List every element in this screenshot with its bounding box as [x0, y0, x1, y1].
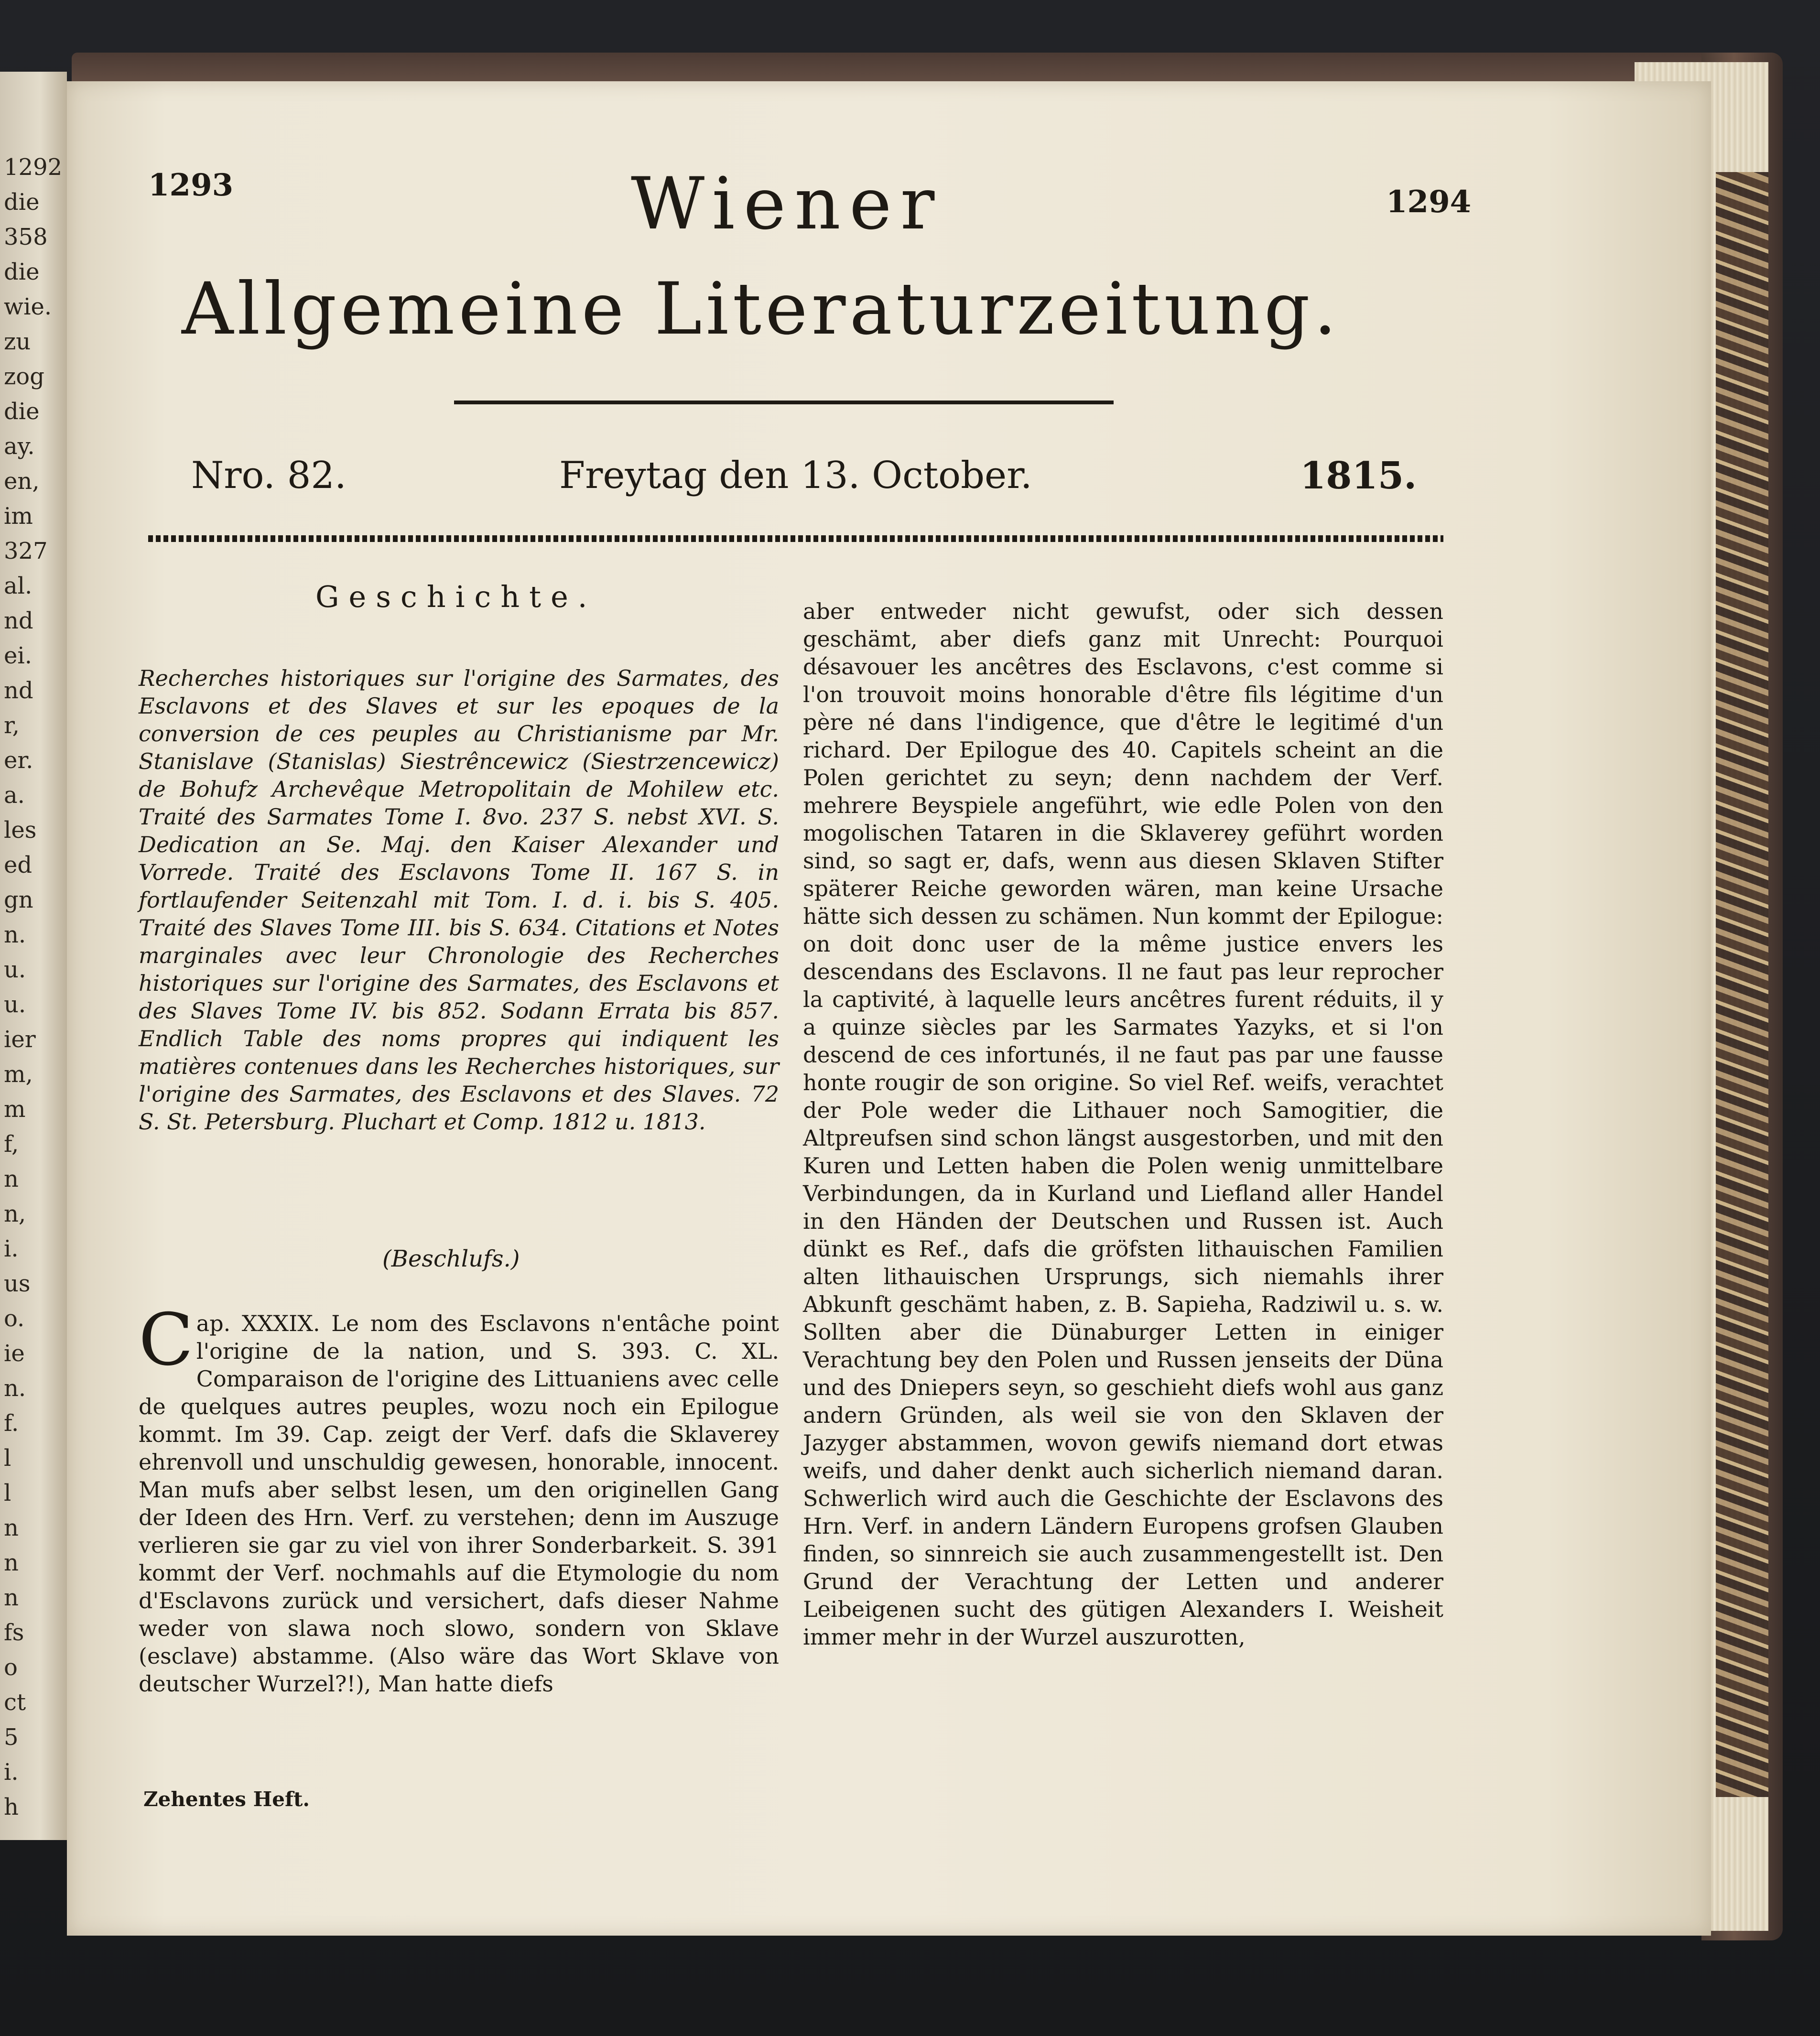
- left-page-fragment-text: n: [4, 1515, 19, 1541]
- left-page-fragment-text: zog: [4, 363, 44, 390]
- drop-cap: C: [139, 1299, 194, 1382]
- left-page-fragment-text: ed: [4, 852, 32, 878]
- wavy-rule: [148, 535, 1443, 542]
- left-page-fragment-text: die: [4, 189, 40, 216]
- left-page-fragment-text: l: [4, 1480, 11, 1506]
- left-page-fragment-text: n,: [4, 1201, 26, 1227]
- left-page-fragment-text: zu: [4, 328, 31, 355]
- left-page-fragment-text: n: [4, 1584, 19, 1611]
- left-page-fragment-text: fs: [4, 1619, 24, 1646]
- left-page-fragment-text: die: [4, 259, 40, 285]
- left-page-fragment-text: n: [4, 1549, 19, 1576]
- left-page-fragment-text: 5: [4, 1724, 19, 1751]
- left-page-fragment-text: al.: [4, 573, 32, 599]
- left-page-fragment-text: i.: [4, 1759, 19, 1786]
- left-page-fragment-text: en,: [4, 468, 40, 495]
- masthead-line2: Allgemeine Literaturzeitung.: [182, 268, 1341, 351]
- left-page-fragment-text: ie: [4, 1340, 25, 1367]
- left-page-fragment-text: l: [4, 1445, 11, 1472]
- left-page-fragment-text: h: [4, 1794, 19, 1820]
- left-page-fragment-text: 1292: [4, 154, 63, 181]
- page-number-right: 1294: [1386, 184, 1472, 220]
- marbled-edge: [1716, 172, 1768, 1797]
- left-page-fragment-text: nd: [4, 607, 33, 634]
- left-page-fragment-text: a.: [4, 782, 25, 809]
- left-page-fragment-text: m,: [4, 1061, 33, 1088]
- left-page-fragment-text: ct: [4, 1689, 26, 1716]
- left-page-fragment-text: wie.: [4, 293, 52, 320]
- body-left-text: ap. XXXIX. Le nom des Esclavons n'entâche point l'origine de la nation, und S. 393. C. XL. Comparaison de l'origine des Littuaniens avec celle de quelques autres peuples, wozu noch ein Epilogue kommt. Im 39. Cap. zeigt der Verf. dafs die Sklaverey ehrenvoll und unschuldig gewesen, honorable, innocent. Man mufs aber selbst lesen, um den originellen Gang der Ideen des Hrn. Verf. zu verstehen; denn im Auszuge verlieren sie gar zu viel von ihrer Sonderbarkeit. S. 391 kommt der Verf. nochmahls auf die Etymologie du nom d'Esclavons zurück und versichert, dafs dieser Nahme weder von slawa noch slowo, sondern von Sklave (esclave) abstamme. (Also wäre das Wort Sklave von deutscher Wurzel?!), Man hatte diefs: [139, 1310, 779, 1697]
- continuation-note: (Beschlufs.): [382, 1245, 520, 1272]
- left-page-fragment-text: ay.: [4, 433, 35, 460]
- left-page-fragment-text: f.: [4, 1410, 19, 1437]
- left-page-fragment-text: u.: [4, 956, 26, 983]
- left-page-fragment-text: die: [4, 398, 40, 425]
- left-page-fragment-text: f,: [4, 1131, 19, 1158]
- left-page-fragment-text: im: [4, 503, 33, 530]
- issue-year: 1815.: [1300, 454, 1417, 498]
- left-page-fragment-text: n.: [4, 921, 26, 948]
- page-number-left: 1293: [148, 167, 234, 203]
- left-page-fragment-text: m: [4, 1096, 26, 1123]
- left-page-fragment-text: o.: [4, 1305, 25, 1332]
- section-title: Geschichte.: [315, 579, 597, 614]
- left-page-fragment-text: r,: [4, 712, 20, 739]
- citation-block: Recherches historiques sur l'origine des Sarmates, des Esclavons et des Slaves et sur les epoques de la conversion de ces peuples au Christianisme par Mr. Stanislave (Stanislas) Siestrêncewicz (Siestrzencewicz) de Bohufz Archevêque Metropolitain de Mohilew etc. Traité des Sarmates Tome I. 8vo. 237 S. nebst XVI. S. Dedication an Se. Maj. den Kaiser Alexander und Vorrede. Traité des Esclavons Tome II. 167 S. in fortlaufender Seitenzahl mit Tom. I. d. i. bis S. 405. Traité des Slaves Tome III. bis S. 634. Citations et Notes marginales avec leur Chronologie des Recherches historiques sur l'origine des Sarmates, des Esclavons et des Slaves Tome IV. bis 852. Sodann Errata bis 857. Endlich Table des noms propres qui indiquent les matières contenues dans les Recherches historiques, sur l'origine des Sarmates, des Esclavons et des Slaves. 72 S. St. Petersburg. Pluchart et Comp. 1812 u. 1813.: [139, 665, 779, 1135]
- left-page-fragment-text: les: [4, 817, 37, 844]
- left-page-fragment: [0, 72, 67, 1840]
- left-page-fragment-text: n.: [4, 1375, 26, 1402]
- masthead-rule: [454, 401, 1114, 404]
- left-page-fragment-text: 358: [4, 224, 48, 250]
- left-page-fragment-text: ier: [4, 1026, 36, 1053]
- masthead-line1: Wiener: [631, 162, 943, 246]
- left-page-fragment-text: nd: [4, 677, 33, 704]
- left-page-fragment-text: u.: [4, 991, 26, 1018]
- left-page-fragment-text: i.: [4, 1235, 19, 1262]
- left-page-fragment-text: gn: [4, 887, 33, 913]
- signature-mark: Zehentes Heft.: [143, 1787, 310, 1811]
- issue-date: Freytag den 13. October.: [559, 454, 1032, 497]
- body-column-right: aber entweder nicht gewufst, oder sich dessen geschämt, aber diefs ganz mit Unrecht: Pourquoi désavouer les ancêtres des Esclavons, c'est comme si l'on trouvoit moins honorable d'être fils légitime d'un père né dans l'indigence, que d'être le legitimé d'un richard. Der Epilogue des 40. Capitels scheint an die Polen gerichtet zu seyn; denn nachdem der Verf. mehrere Beyspiele angeführt, wie edle Polen von den mogolischen Tataren in die Sklaverey geführt worden sind, so sagt er, dafs, wenn aus diesen Sklaven Stifter späterer Reiche geworden wären, man keine Ursache hätte sich dessen zu schämen. Nun kommt der Epilogue: on doit donc user de la même justice envers les descendans des Esclavons. Il ne faut pas leur reprocher la captivité, à laquelle leurs ancêtres furent réduits, il y a quinze siècles par les Sarmates Yazyks, et si l'on descend de ces infortunés, il ne faut pas par une fausse honte rougir de son origine. So viel Ref. weifs, verachtet der Pole weder die Lithauer noch Samogitier, die Altpreufsen sind schon längst ausgestorben, und mit den Kuren und Letten haben die Polen wenig unmittelbare Verbindungen, da in Kurland und Liefland aller Handel in den Händen der Deutschen und Russen ist. Auch dünkt es Ref., dafs die gröfsten lithauischen Familien alten lithauischen Ursprungs, sich niemahls ihrer Abkunft geschämt haben, z. B. Sapieha, Radziwil u. s. w. Sollten aber die Dünaburger Letten in einiger Verachtung bey den Polen und Russen jenseits der Düna und des Dniepers seyn, so geschieht diefs wohl aus ganz andern Gründen, als weil sie von den Sklaven der Jazyger abstammen, wovon gewifs niemand dort etwas weifs, und daher denkt auch sicherlich niemand daran. Schwerlich wird auch die Geschichte der Esclavons des Hrn. Verf. in andern Ländern Europens grofsen Glauben finden, so sinnreich sie auch zusammengestellt ist. Den Grund der Verachtung der Letten und anderer Leibeigenen sucht des gütigen Alexanders I. Weisheit immer mehr in der Wurzel auszurotten,: [803, 598, 1443, 1650]
- left-page-fragment-text: n: [4, 1166, 19, 1192]
- left-page-fragment-text: o: [4, 1654, 18, 1681]
- left-page-fragment-text: us: [4, 1270, 31, 1297]
- left-page-fragment-text: ei.: [4, 642, 32, 669]
- left-page-fragment-text: er.: [4, 747, 33, 774]
- body-column-left: [139, 1299, 779, 1698]
- issue-number: Nro. 82.: [191, 454, 347, 497]
- left-page-fragment-text: 327: [4, 538, 48, 564]
